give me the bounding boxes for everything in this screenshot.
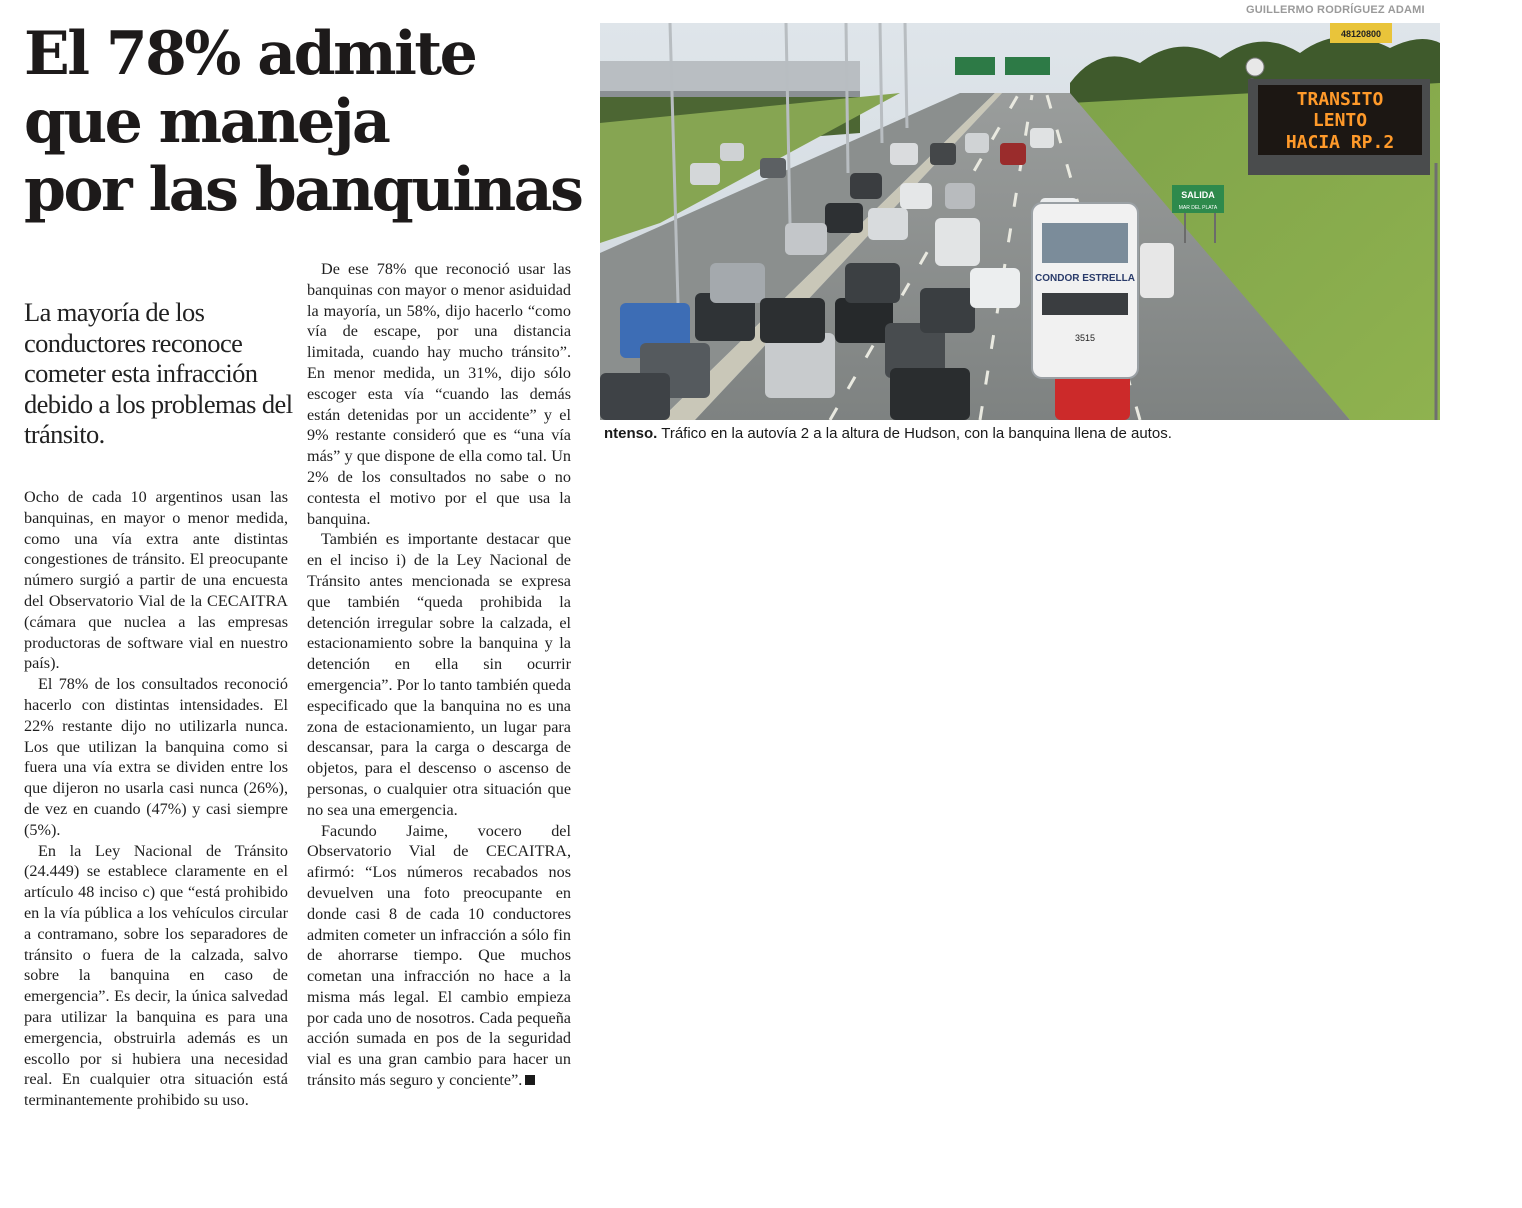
paragraph: De ese 78% que reconoció usar las banquinas con mayor o menor asiduidad la mayoría, un 58%, dijo hacerlo “como vía de escape, por una distancia limitada, cuando hay mucho tránsito”. En menor medida, un 31%, dijo sólo escoger esta vía “cuando las demás están detenidas por un accidente” y el 9% restante consideró que es “una vía más” y que dispone de ella como tal. Un 2% de los consultados no sabe o no contesta el motivo por el que usa la banquina. xyxy=(307,260,571,528)
bus xyxy=(1032,203,1138,378)
exit-sign-text: SALIDA xyxy=(1181,190,1215,200)
highway-sign xyxy=(955,57,995,75)
bus-label: CONDOR ESTRELLA xyxy=(1035,273,1135,284)
overpass xyxy=(600,61,860,91)
paragraph: En la Ley Nacional de Tránsito (24.449) se establece claramente en el artículo 48 inciso c) que “está prohibido en la vía pública a los vehículos circular a contramano, sobre los separadores de tránsito o fuera de la calzada, salvo sobre la banquina en caso de emergencia”. Es decir, la única salvedad para utilizar la banquina es para una emergencia, obstruirla además es un escollo por si hubiera una necesidad real. En cualquier otra situación está terminantemente prohibido su uso. xyxy=(24,841,288,1110)
paragraph-text: Facundo Jaime, vocero del Observatorio Vial de CECAITRA, afirmó: “Los números recabados nos devuelven una foto preocupante en donde casi 8 de cada 10 conductores admiten cometer un infracción a sólo fin de ahorrarse tiempo. Que muchos cometan una infracción no hace a la misma más legal. El cambio empieza por cada uno de nosotros. Cada pequeña acción sumada en pos de la seguridad vial es una gran cambio para hacer un tránsito más seguro y conciente”. xyxy=(307,821,571,1090)
headline-line-3: por las banquinas xyxy=(24,155,582,225)
paragraph: Ocho de cada 10 argentinos usan las banquinas, en mayor o menor medida, como una vía extra ante distintas congestiones de tránsito. El preocupante número surgió a partir de una encuesta del Observatorio Vial de la CECAITRA (cámara que nuclea a las empresas productoras de software vial en nuestro país). xyxy=(24,488,288,673)
vms-line-3: HACIA RP.2 xyxy=(1285,132,1395,153)
headline-line-1: El 78% admite xyxy=(24,19,476,89)
paragraph-last xyxy=(307,821,571,1091)
paragraph: También es importante destacar que en el inciso i) de la Ley Nacional de Tránsito antes mencionada se expresa que también “queda prohibida la detención irregular sobre la calzada, el estacionamiento sobre la banquina y la detención en ella sin ocurrir emergencia”. Por lo tanto también queda especificado que la banquina no es una zona de estacionamiento, un lugar para descansar, para la carga o descarga de objetos, para el descenso o ascenso de personas, o cualquier otra situación que no sea una emergencia. xyxy=(307,530,572,819)
subheadline: La mayoría de los conductores reconoce cometer esta infracción debido a los problemas del tránsito. xyxy=(24,297,293,449)
headline xyxy=(24,20,584,224)
end-of-article-mark xyxy=(525,1075,535,1085)
photo-credit: GUILLERMO RODRÍGUEZ ADAMI xyxy=(1246,4,1425,16)
vms-line-2: LENTO xyxy=(1312,110,1368,131)
article-column-1 xyxy=(24,487,288,1111)
article-column-2 xyxy=(307,259,571,1091)
traffic-photo xyxy=(600,23,1440,420)
billboard-text: 48120800 xyxy=(1340,29,1382,39)
caption-lead: ntenso. xyxy=(604,425,658,442)
highway-sign xyxy=(1005,57,1050,75)
traffic-photo-illustration xyxy=(600,23,1440,420)
photo-caption xyxy=(604,425,1504,442)
paragraph: El 78% de los consultados reconoció hacerlo con distintas intensidades. El 22% restante dijo no utilizarla nunca. Los que utilizan la banquina como si fuera una vía extra se dividen entre los que dijeron no usarla casi nunca (26%), de vez en cuando (47%) y casi siempre (5%). xyxy=(24,675,288,839)
headline-line-2: que maneja xyxy=(24,87,389,157)
bus-number: 3515 xyxy=(1074,333,1096,343)
caption-text: Tráfico en la autovía 2 a la altura de Hudson, con la banquina llena de autos. xyxy=(657,425,1172,442)
vms-line-1: TRANSITO xyxy=(1296,89,1384,110)
exit-sign-subtext: MAR DEL PLATA xyxy=(1178,205,1218,211)
